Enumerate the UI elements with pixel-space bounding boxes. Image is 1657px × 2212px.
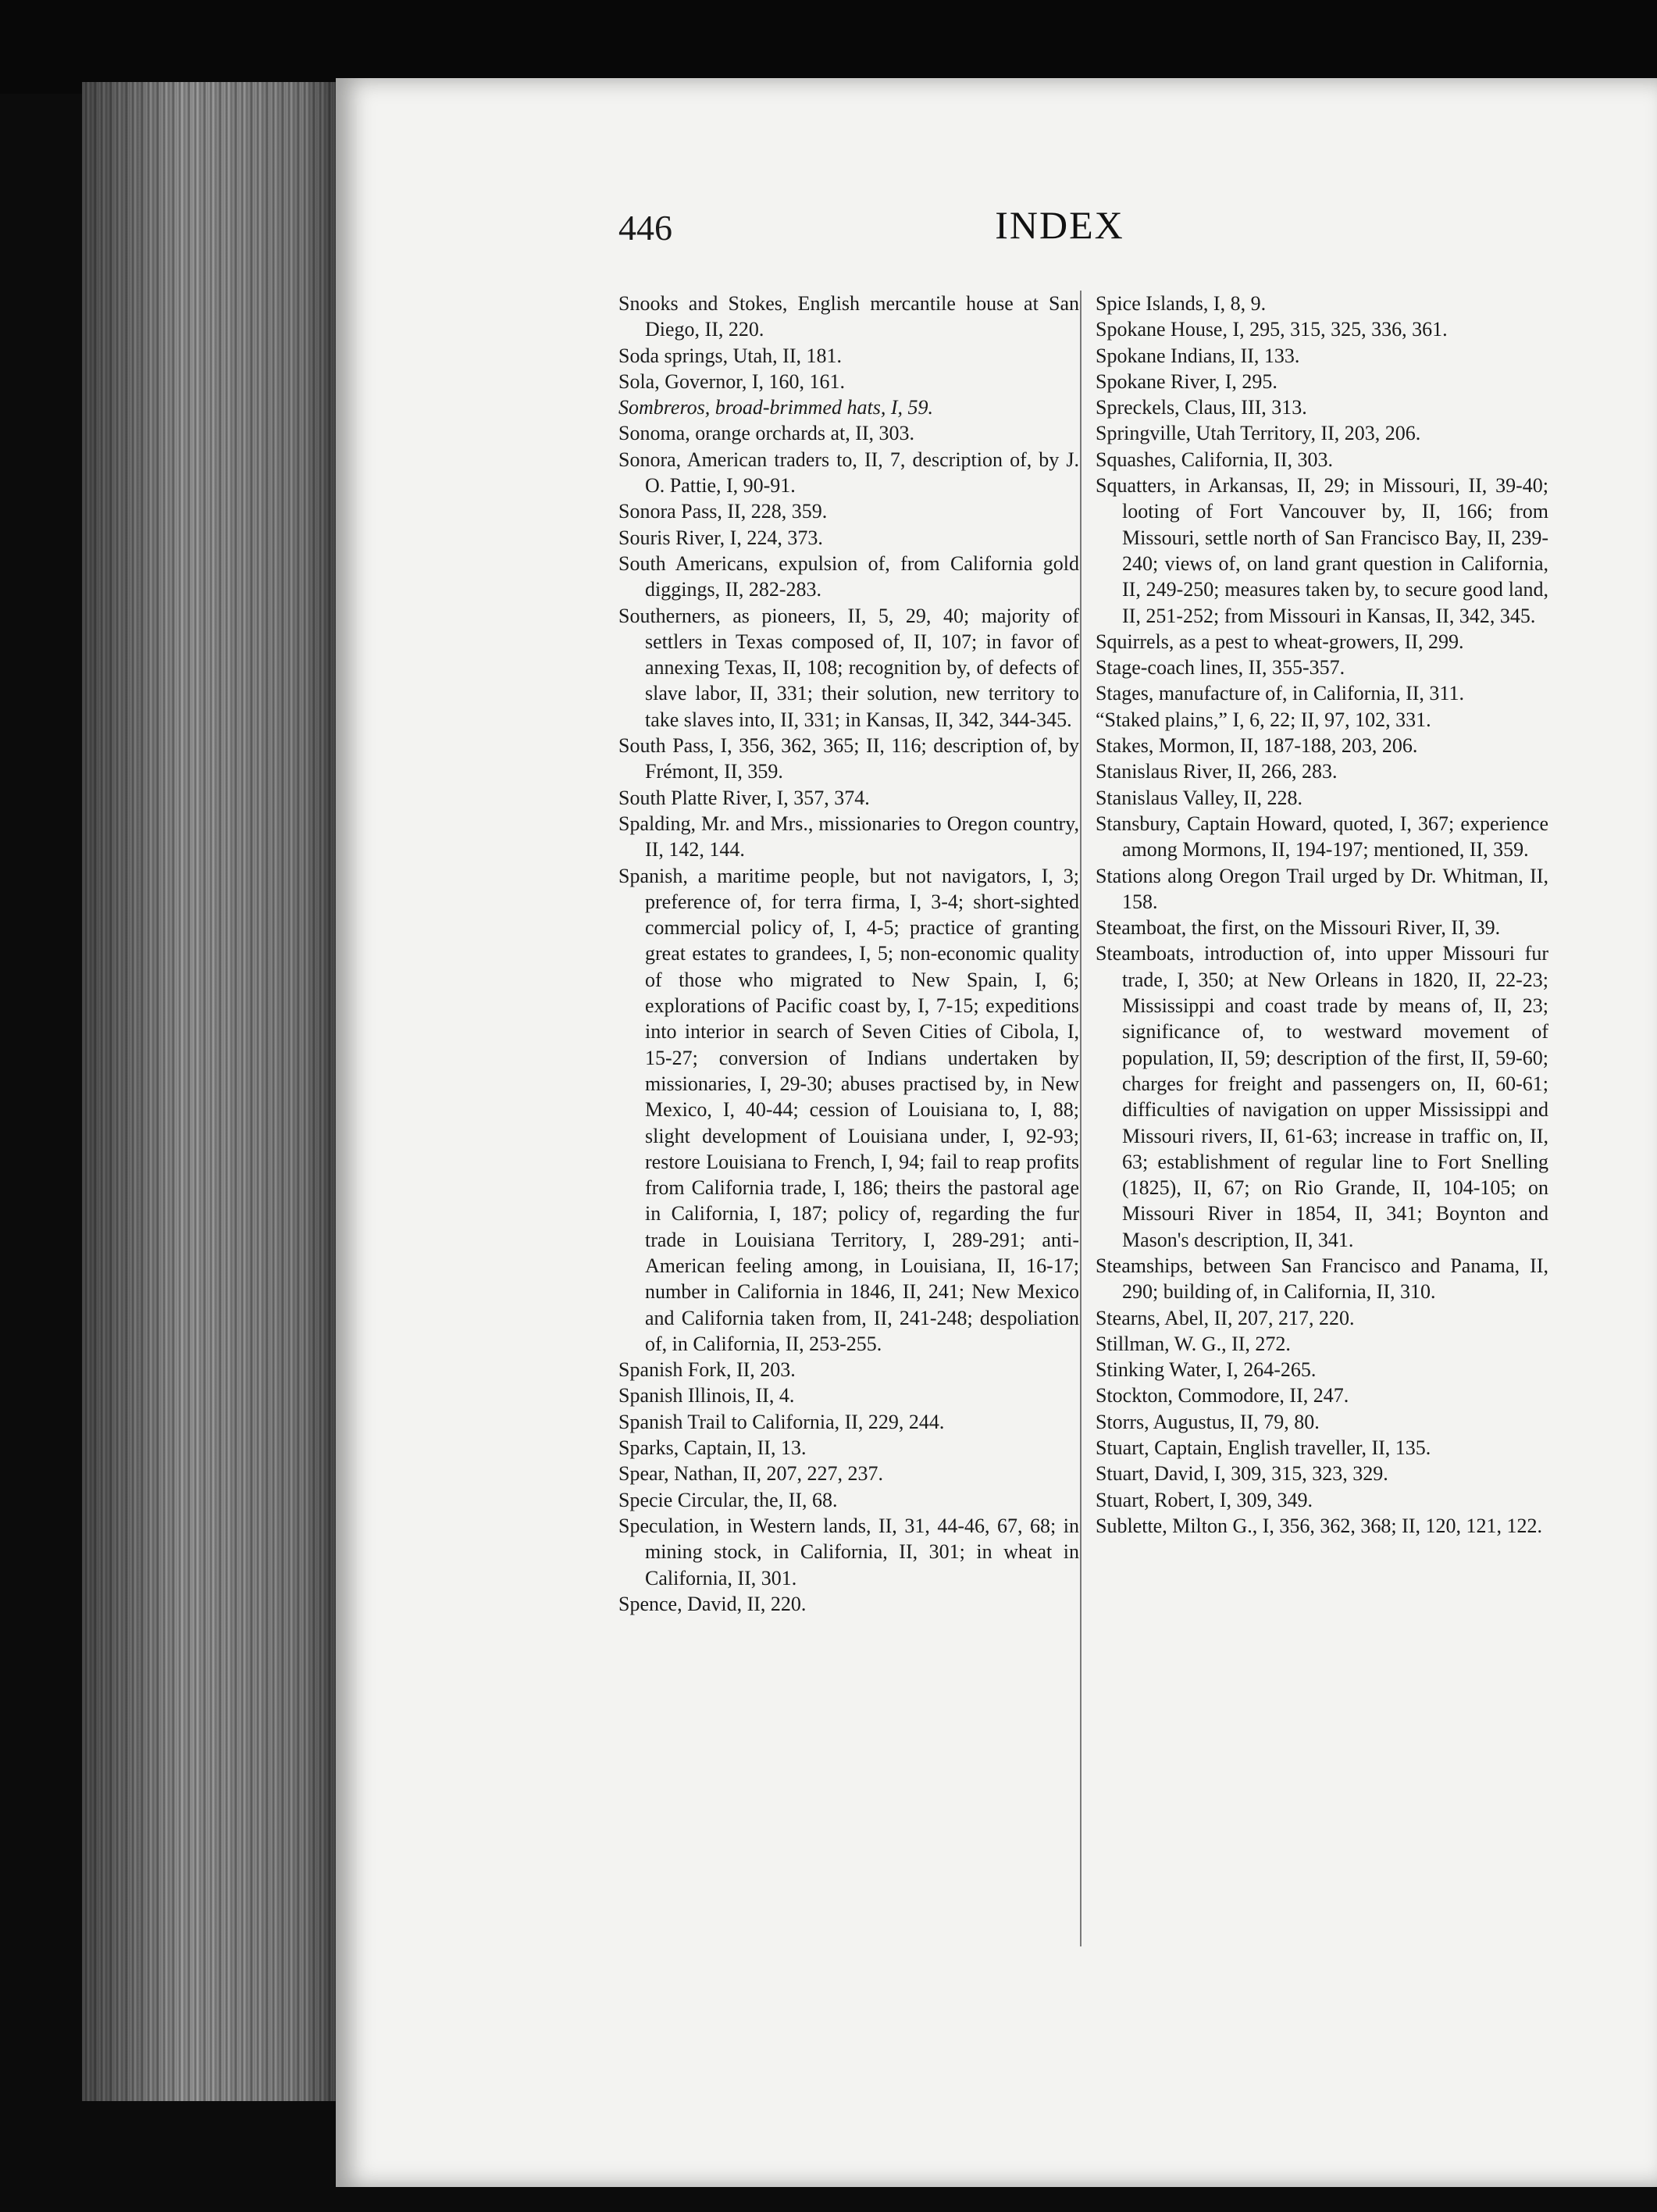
index-entry: Sublette, Milton G., I, 356, 362, 368; II, 120, 121, 122.	[1096, 1514, 1542, 1537]
index-entry: Spreckels, Claus, III, 313.	[1096, 396, 1307, 419]
index-entry: Spanish Trail to California, II, 229, 244.	[618, 1410, 945, 1433]
book-edge-shadow	[82, 82, 340, 2101]
index-entry: Steamboat, the first, on the Missouri River, II, 39.	[1096, 916, 1501, 940]
index-entry: South Americans, expulsion of, from California gold diggings, II, 282-283.	[618, 551, 1079, 601]
index-entry: Stakes, Mormon, II, 187-188, 203, 206.	[1096, 734, 1418, 758]
index-entry: Springville, Utah Territory, II, 203, 206.	[1096, 422, 1421, 445]
index-entry: Spear, Nathan, II, 207, 227, 237.	[618, 1462, 884, 1486]
index-entry: Stanislaus Valley, II, 228.	[1096, 786, 1303, 809]
index-entry: Sonora Pass, II, 228, 359.	[618, 500, 828, 523]
page-number: 446	[618, 208, 672, 248]
index-column-left	[618, 291, 1079, 1617]
index-entry: Sombreros, broad-brimmed hats, I, 59.	[618, 396, 933, 419]
page-header	[618, 199, 1501, 262]
index-entry: Stockton, Commodore, II, 247.	[1096, 1384, 1349, 1407]
index-entry: South Pass, I, 356, 362, 365; II, 116; description of, by Frémont, II, 359.	[618, 734, 1079, 783]
index-entry: Spokane Indians, II, 133.	[1096, 344, 1300, 367]
index-entry: Stansbury, Captain Howard, quoted, I, 367; experience among Mormons, II, 194-197; mentioned, II, 359.	[1096, 812, 1548, 862]
index-entry: Spalding, Mr. and Mrs., missionaries to Oregon country, II, 142, 144.	[618, 812, 1079, 862]
index-entry: Souris River, I, 224, 373.	[618, 526, 823, 549]
index-entry: “Staked plains,” I, 6, 22; II, 97, 102, 331.	[1096, 708, 1431, 731]
index-entry: Snooks and Stokes, English mercantile house at San Diego, II, 220.	[618, 292, 1079, 341]
index-entry: Squatters, in Arkansas, II, 29; in Missouri, II, 39-40; looting of Fort Vancouver by, II, 166; from Missouri, settle north of San Francisco Bay, II, 239-240; views of, on land grant question in California, II, 249-250; measures taken by, to secure good land, II, 251-252; from Missouri in Kansas, II, 342, 345.	[1096, 474, 1548, 627]
index-entry: Sola, Governor, I, 160, 161.	[618, 369, 845, 393]
index-entry: Spokane River, I, 295.	[1096, 369, 1277, 393]
index-entry: Specie Circular, the, II, 68.	[618, 1488, 838, 1511]
index-entry: Stillman, W. G., II, 272.	[1096, 1332, 1291, 1355]
index-entry: Stages, manufacture of, in California, II, 311.	[1096, 682, 1464, 705]
index-entry: Stearns, Abel, II, 207, 217, 220.	[1096, 1306, 1355, 1329]
index-entry: Spanish Illinois, II, 4.	[618, 1384, 795, 1407]
index-entry: Steamboats, introduction of, into upper Missouri fur trade, I, 350; at New Orleans in 1820, II, 22-23; Mississippi and coast trade by means of, II, 23; significance of, to westward movement of population, II, 59; description of the first, II, 59-60; charges for freight and passengers on, II, 60-61; difficulties of navigation on upper Mississippi and Missouri rivers, II, 61-63; increase in traffic on, II, 63; establishment of regular line to Fort Snelling (1825), II, 67; on Rio Grande, II, 104-105; on Missouri River in 1854, II, 341; Boynton and Mason's description, II, 341.	[1096, 942, 1548, 1251]
index-entry: Spanish Fork, II, 203.	[618, 1358, 796, 1382]
index-entry: Sparks, Captain, II, 13.	[618, 1436, 807, 1460]
index-entry: Southerners, as pioneers, II, 5, 29, 40; majority of settlers in Texas composed of, II, 107; in favor of annexing Texas, II, 108; recognition by, of defects of slave labor, II, 331; their solution, new territory to take slaves into, II, 331; in Kansas, II, 342, 344-345.	[618, 604, 1079, 731]
index-entry: Spokane House, I, 295, 315, 325, 336, 361.	[1096, 318, 1448, 341]
column-divider	[1080, 291, 1082, 1946]
index-entry: Stuart, Captain, English traveller, II, 135.	[1096, 1436, 1431, 1460]
index-entry: Spanish, a maritime people, but not navigators, I, 3; preference of, for terra firma, I, 3-4; short-sighted commercial policy of, I, 4-5; practice of granting great estates to grandees, I, 5; non-economic quality of those who migrated to New Spain, I, 6; explorations of Pacific coast by, I, 7-15; expeditions into interior in search of Seven Cities of Cibola, I, 15-27; conversion of Indians undertaken by missionaries, I, 29-30; abuses practised by, in New Mexico, I, 40-44; cession of Louisiana to, I, 88; slight development of Louisiana under, I, 92-93; restore Louisiana to French, I, 94; fail to reap profits from California trade, I, 186; theirs the pastoral age in California, I, 187; policy of, regarding the fur trade in Louisiana Territory, I, 289-291; anti-American feeling among, in Louisiana, II, 16-17; number in California in 1846, II, 241; New Mexico and California taken from, II, 241-248; despoliation of, in California, II, 253-255.	[618, 864, 1079, 1355]
index-entry: Stinking Water, I, 264-265.	[1096, 1358, 1317, 1382]
index-entry: Stuart, David, I, 309, 315, 323, 329.	[1096, 1462, 1388, 1486]
index-entry: Squirrels, as a pest to wheat-growers, II, 299.	[1096, 630, 1464, 653]
index-entry: Soda springs, Utah, II, 181.	[618, 344, 842, 367]
index-entry: Steamships, between San Francisco and Panama, II, 290; building of, in California, II, 310.	[1096, 1254, 1548, 1304]
index-entry: Stage-coach lines, II, 355-357.	[1096, 656, 1345, 680]
index-entry: Stations along Oregon Trail urged by Dr. Whitman, II, 158.	[1096, 864, 1548, 913]
index-entry: Spence, David, II, 220.	[618, 1592, 807, 1615]
index-entry: Speculation, in Western lands, II, 31, 44-46, 67, 68; in mining stock, in California, II, 301; in wheat in California, II, 301.	[618, 1514, 1079, 1589]
index-entry: Stanislaus River, II, 266, 283.	[1096, 760, 1338, 783]
index-entry: Sonora, American traders to, II, 7, description of, by J. O. Pattie, I, 90-91.	[618, 448, 1079, 498]
index-entry: Stuart, Robert, I, 309, 349.	[1096, 1488, 1313, 1511]
index-entry: Spice Islands, I, 8, 9.	[1096, 292, 1267, 315]
index-entry: Storrs, Augustus, II, 79, 80.	[1096, 1410, 1320, 1433]
index-entry: South Platte River, I, 357, 374.	[618, 786, 870, 809]
index-column-right	[1096, 291, 1548, 1539]
index-entry: Squashes, California, II, 303.	[1096, 448, 1334, 471]
index-entry: Sonoma, orange orchards at, II, 303.	[618, 422, 915, 445]
running-head: INDEX	[995, 203, 1124, 247]
